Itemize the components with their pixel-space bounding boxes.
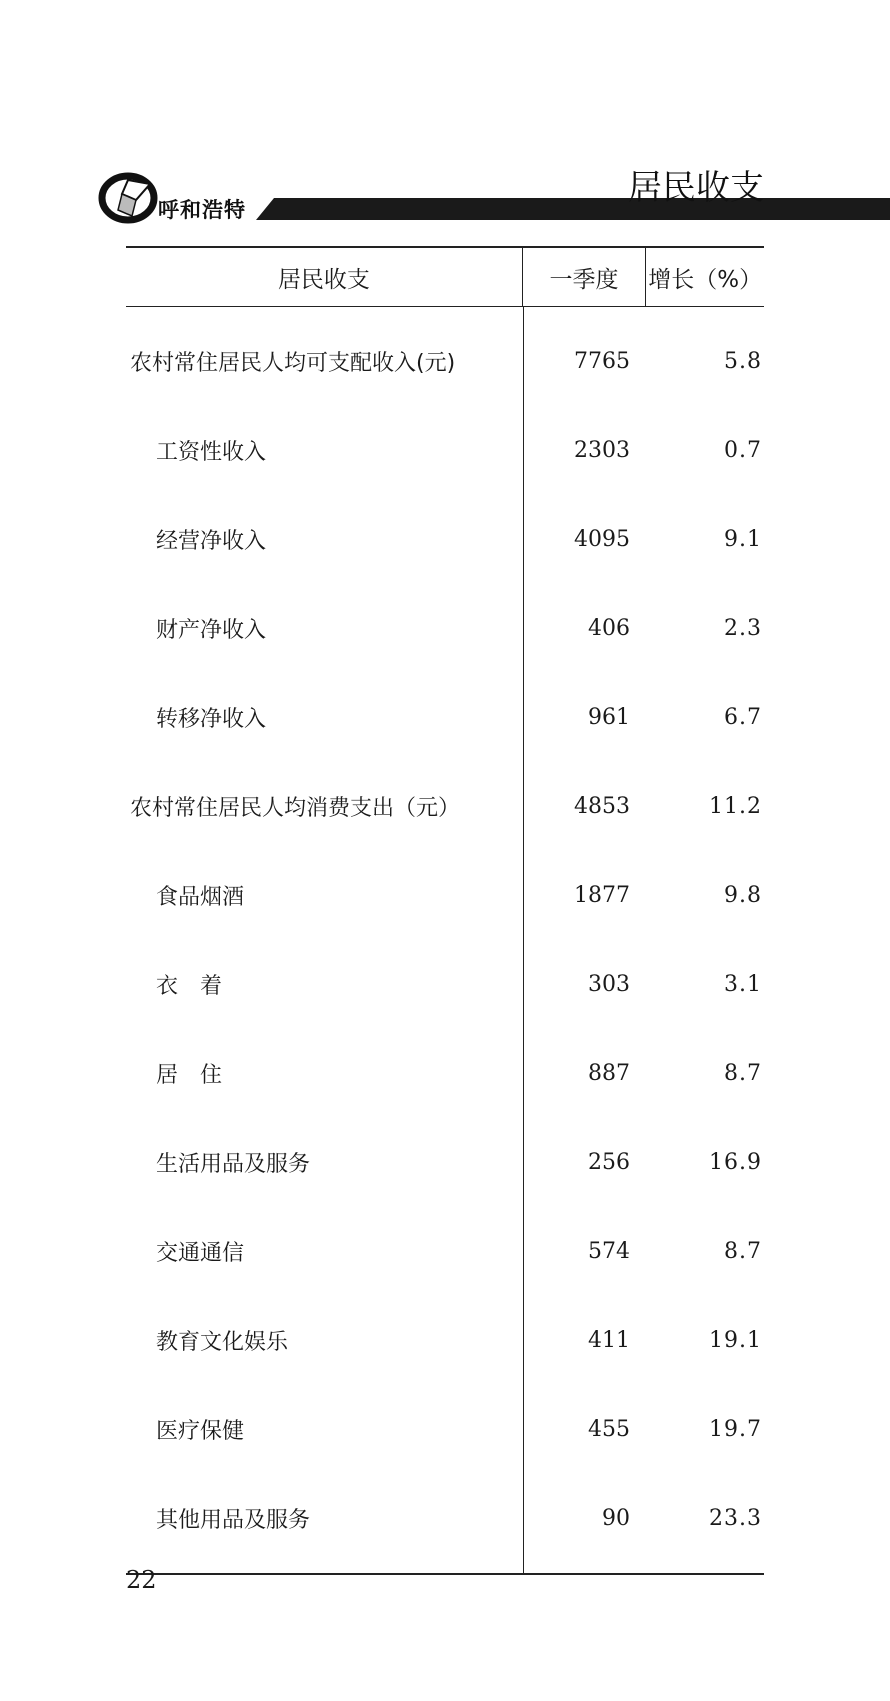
- table-row: [126, 851, 764, 940]
- header-q1: 一季度: [522, 248, 646, 306]
- row-label: 居 住: [156, 1063, 223, 1088]
- row-growth-value: 19.1: [709, 1328, 762, 1353]
- row-growth-value: 2.3: [724, 616, 762, 641]
- row-label: 工资性收入: [156, 440, 267, 465]
- table-row: [126, 762, 764, 851]
- row-label: 医疗保健: [156, 1419, 245, 1444]
- row-growth-value: 0.7: [724, 438, 762, 463]
- row-q1-value: 574: [588, 1239, 630, 1264]
- row-growth-value: 23.3: [709, 1506, 762, 1531]
- table-row: [126, 495, 764, 584]
- row-q1-value: 4853: [574, 794, 630, 819]
- row-q1-value: 406: [588, 616, 630, 641]
- row-q1-value: 887: [588, 1061, 630, 1086]
- row-label: 生活用品及服务: [156, 1152, 311, 1177]
- row-label: 其他用品及服务: [156, 1508, 311, 1533]
- table-row: [126, 1207, 764, 1296]
- row-growth-value: 3.1: [724, 972, 762, 997]
- header-growth: 增长（%）: [645, 248, 764, 306]
- city-logo-icon: [98, 170, 160, 226]
- row-growth-value: 8.7: [724, 1239, 762, 1264]
- table-body: [126, 307, 764, 1573]
- row-q1-value: 1877: [574, 883, 630, 908]
- table-row: [126, 317, 764, 406]
- row-q1-value: 2303: [574, 438, 630, 463]
- row-q1-value: 4095: [574, 527, 630, 552]
- row-q1-value: 303: [588, 972, 630, 997]
- header-bar: [256, 198, 890, 220]
- table-row: [126, 940, 764, 1029]
- table-row: [126, 584, 764, 673]
- row-label: 衣 着: [156, 974, 223, 999]
- row-label: 教育文化娱乐: [156, 1330, 289, 1355]
- row-q1-value: 7765: [574, 349, 630, 374]
- row-q1-value: 90: [602, 1506, 630, 1531]
- table-row: [126, 1385, 764, 1474]
- city-name: 呼和浩特: [158, 197, 246, 222]
- table-row: [126, 1296, 764, 1385]
- row-q1-value: 455: [588, 1417, 630, 1442]
- row-growth-value: 8.7: [724, 1061, 762, 1086]
- header-item: 居民收支: [277, 266, 370, 293]
- row-growth-value: 11.2: [709, 794, 762, 819]
- row-q1-value: 961: [588, 705, 630, 730]
- table-row: [126, 406, 764, 495]
- row-label: 交通通信: [156, 1241, 245, 1266]
- table-row: [126, 1474, 764, 1563]
- row-growth-value: 9.8: [724, 883, 762, 908]
- page-header: [0, 150, 890, 230]
- row-growth-value: 16.9: [709, 1150, 762, 1175]
- row-growth-value: 5.8: [724, 349, 762, 374]
- row-label: 食品烟酒: [156, 885, 245, 910]
- page-number: 22: [126, 1566, 157, 1594]
- row-growth-value: 6.7: [724, 705, 762, 730]
- table-header: [126, 248, 764, 307]
- table-row: [126, 1118, 764, 1207]
- table-row: [126, 673, 764, 762]
- row-label: 农村常住居民人均消费支出（元）: [130, 796, 461, 821]
- row-growth-value: 9.1: [724, 527, 762, 552]
- row-growth-value: 19.7: [709, 1417, 762, 1442]
- row-label: 经营净收入: [156, 529, 267, 554]
- table-row: [126, 1029, 764, 1118]
- row-label: 转移净收入: [156, 707, 267, 732]
- row-q1-value: 411: [588, 1328, 630, 1353]
- row-label: 农村常住居民人均可支配收入(元): [130, 351, 456, 376]
- income-expenditure-table: [126, 246, 764, 1575]
- section-title: 居民收支: [628, 168, 764, 208]
- row-q1-value: 256: [588, 1150, 630, 1175]
- row-label: 财产净收入: [156, 618, 267, 643]
